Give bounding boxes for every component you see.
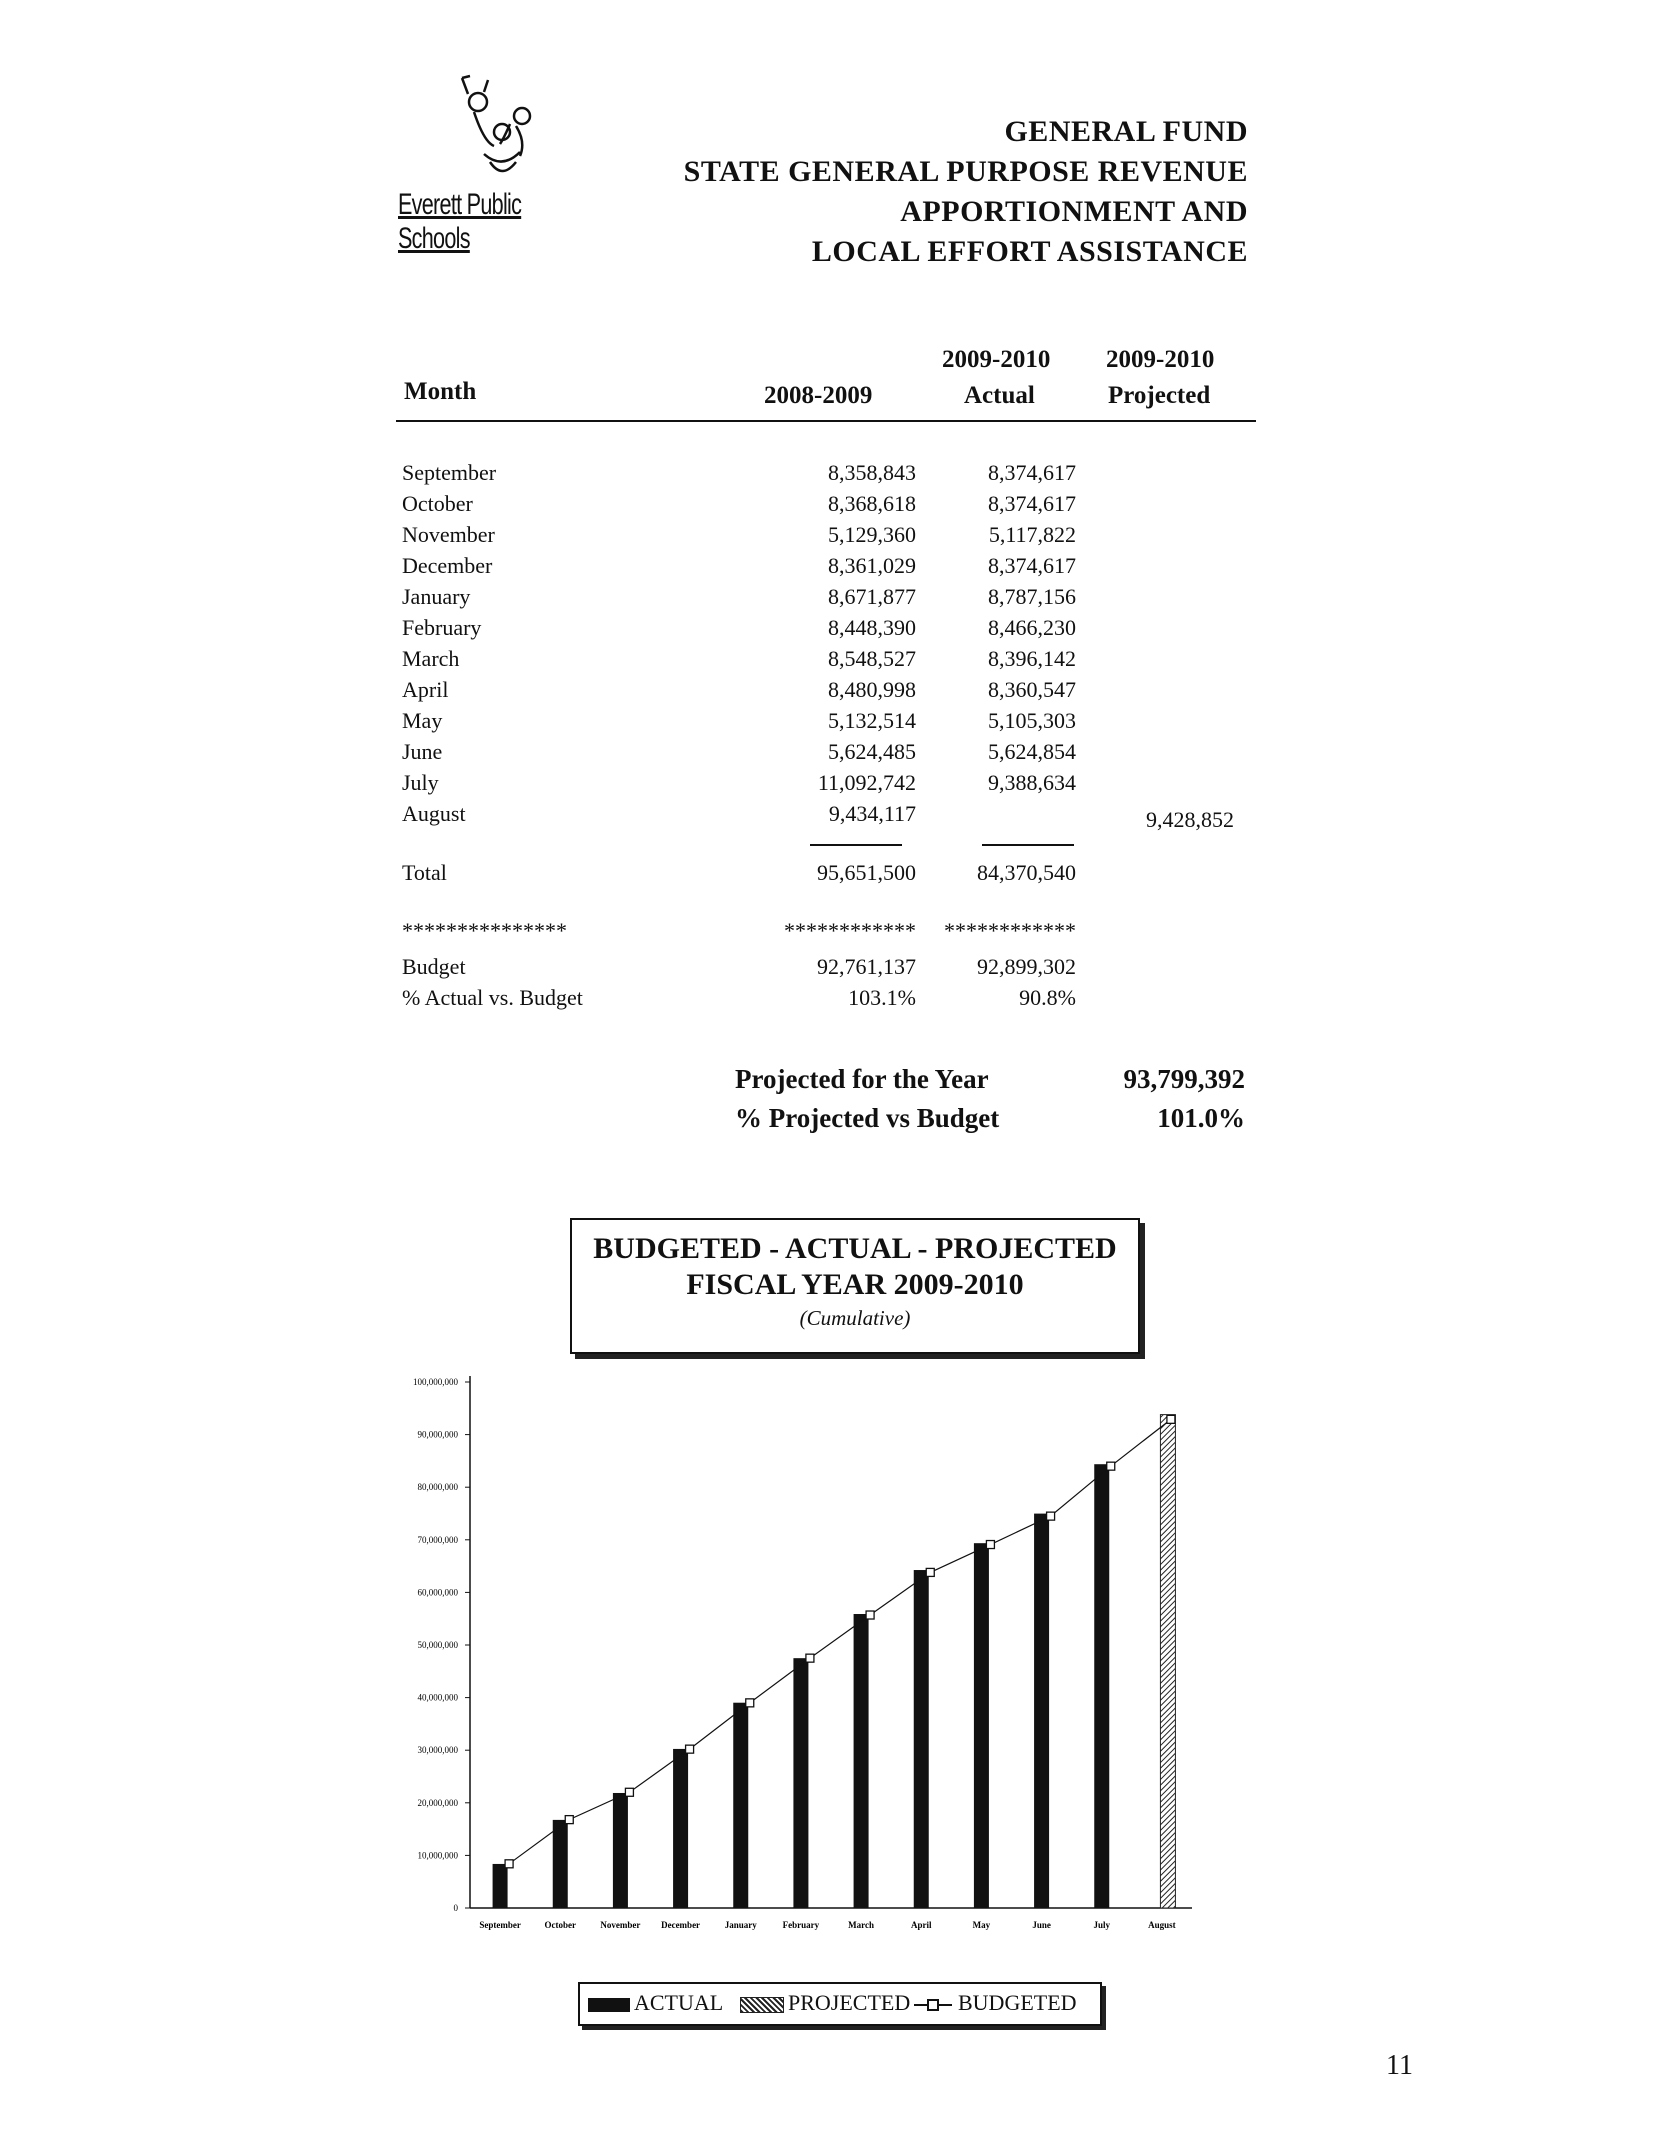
legend-projected: [740, 1990, 910, 2016]
month-cell: March: [402, 646, 460, 671]
budgeted-line-icon: [912, 1998, 954, 2012]
budgeted-point: [1047, 1512, 1055, 1520]
district-logo: [398, 72, 608, 255]
chart-title: BUDGETED - ACTUAL - PROJECTED: [593, 1232, 1117, 1265]
prior-year-cell: 8,361,029: [828, 553, 916, 578]
projected-bar: [1160, 1415, 1175, 1908]
prior-year-cell: 11,092,742: [817, 770, 916, 795]
budget-row: [396, 954, 1256, 985]
chart-subtitle: FISCAL YEAR 2009-2010: [686, 1268, 1024, 1301]
cumulative-bar-chart: [380, 1360, 1210, 1960]
month-cell: June: [402, 739, 443, 764]
table-row: [396, 801, 1256, 832]
header-month: Month: [404, 378, 477, 405]
actual-swatch-icon: [588, 1998, 630, 2012]
y-tick-label: 30,000,000: [417, 1745, 458, 1756]
table-row: [396, 491, 1256, 522]
actual-cell: 9,388,634: [988, 770, 1076, 795]
month-cell: September: [402, 460, 497, 485]
separator-row-label: ***************: [402, 918, 567, 943]
prior-year-cell: 8,368,618: [828, 491, 916, 516]
budgeted-point: [1167, 1415, 1175, 1423]
y-tick-label: 0: [453, 1903, 458, 1913]
budgeted-point: [686, 1745, 694, 1753]
report-title: [684, 112, 1248, 272]
table-row: [396, 708, 1256, 739]
actual-bar: [793, 1658, 808, 1908]
actual-bar: [1034, 1514, 1049, 1908]
table-row: [396, 553, 1256, 584]
chart-legend: [578, 1982, 1102, 2026]
month-cell: November: [402, 522, 495, 547]
budgeted-point: [866, 1611, 874, 1619]
budgeted-point: [565, 1816, 573, 1824]
prior-year-cell: 8,548,527: [828, 646, 916, 671]
title-line: APPORTIONMENT AND: [900, 195, 1248, 228]
y-tick-label: 20,000,000: [417, 1797, 458, 1808]
total-row-prior: 95,651,500: [817, 860, 916, 885]
actual-bar: [914, 1570, 929, 1908]
budgeted-point: [1107, 1462, 1115, 1470]
actual-bar: [493, 1864, 508, 1908]
table-row: [396, 677, 1256, 708]
y-tick-label: 70,000,000: [417, 1534, 458, 1545]
separator-row-actual: ************: [944, 918, 1076, 943]
header-actual: Actual: [964, 382, 1035, 409]
x-tick-label: February: [782, 1920, 820, 1930]
subtotal-rule: [810, 844, 902, 846]
actual-cell: 8,466,230: [988, 615, 1076, 640]
actual-bar: [613, 1793, 628, 1908]
separator-row: [396, 918, 1256, 949]
actual-cell: 8,374,617: [988, 553, 1076, 578]
budgeted-point: [806, 1654, 814, 1662]
y-tick-label: 80,000,000: [417, 1482, 458, 1493]
x-tick-label: December: [661, 1920, 701, 1930]
prior-year-cell: 5,624,485: [828, 739, 916, 764]
header-prior-year: 2008-2009: [764, 382, 873, 409]
prior-year-cell: 5,129,360: [828, 522, 916, 547]
table-row: [396, 770, 1256, 801]
actual-cell: 8,787,156: [988, 584, 1076, 609]
legend-budgeted: [912, 1990, 1077, 2016]
budget-row-actual: 92,899,302: [977, 954, 1076, 979]
table-row: [396, 646, 1256, 677]
actual-bar: [1094, 1464, 1109, 1908]
title-line: LOCAL EFFORT ASSISTANCE: [811, 235, 1248, 268]
org-name: Everett Public Schools: [398, 188, 522, 255]
actual-bar: [673, 1749, 688, 1908]
month-cell: January: [402, 584, 471, 609]
budgeted-point: [986, 1541, 994, 1549]
budgeted-point: [505, 1860, 513, 1868]
page-number: 11: [1386, 2050, 1413, 2081]
projection-summary: [735, 1064, 1245, 1142]
table-row: [396, 460, 1256, 491]
y-tick-label: 10,000,000: [417, 1850, 458, 1861]
projected-swatch-icon: [740, 1997, 784, 2013]
x-tick-label: September: [479, 1920, 521, 1930]
budgeted-point: [625, 1788, 633, 1796]
y-tick-label: 100,000,000: [413, 1377, 458, 1387]
table-header: [396, 340, 1256, 422]
y-tick-label: 40,000,000: [417, 1692, 458, 1703]
month-cell: August: [402, 801, 466, 826]
budget-row-prior: 92,761,137: [817, 954, 916, 979]
actual-cell: 5,117,822: [988, 522, 1076, 547]
x-tick-label: May: [972, 1920, 991, 1930]
x-tick-label: June: [1032, 1920, 1051, 1930]
actual-bar: [974, 1543, 989, 1908]
legend-budgeted-label: BUDGETED: [958, 1990, 1077, 2015]
month-cell: February: [402, 615, 482, 640]
legend-actual-label: ACTUAL: [634, 1990, 724, 2015]
actual-bar: [553, 1820, 568, 1908]
table-row: [396, 615, 1256, 646]
legend-projected-label: PROJECTED: [788, 1990, 911, 2015]
month-cell: April: [402, 677, 449, 702]
revenue-table: [396, 340, 1256, 1010]
total-row-label: Total: [402, 860, 447, 885]
actual-bar: [854, 1614, 869, 1908]
projected-cell: 9,428,852: [1146, 807, 1234, 832]
y-tick-label: 90,000,000: [417, 1429, 458, 1440]
prior-year-cell: 8,358,843: [828, 460, 916, 485]
pct-actual-row-actual: 90.8%: [1019, 985, 1076, 1010]
actual-bar: [733, 1703, 748, 1908]
header-actual-year: 2009-2010: [942, 346, 1051, 373]
projected-pct-value: 101.0%: [1157, 1103, 1245, 1133]
x-tick-label: November: [600, 1920, 641, 1930]
y-tick-label: 60,000,000: [417, 1587, 458, 1598]
x-tick-label: March: [848, 1920, 874, 1930]
subtotal-rule: [982, 844, 1074, 846]
budgeted-point: [926, 1568, 934, 1576]
month-cell: December: [402, 553, 493, 578]
x-tick-label: April: [910, 1920, 932, 1930]
separator-row-prior: ************: [784, 918, 916, 943]
logo-figures-icon: [454, 72, 544, 184]
x-tick-label: January: [724, 1920, 757, 1930]
y-tick-label: 50,000,000: [417, 1640, 458, 1650]
actual-cell: 8,360,547: [988, 677, 1076, 702]
pct-actual-row: [396, 985, 1256, 1016]
actual-cell: 5,105,303: [988, 708, 1076, 733]
prior-year-cell: 9,434,117: [828, 801, 916, 826]
prior-year-cell: 8,448,390: [828, 615, 916, 640]
prior-year-cell: 5,132,514: [828, 708, 916, 733]
actual-cell: 8,396,142: [988, 646, 1076, 671]
projected-pct-label: % Projected vs Budget: [735, 1103, 1000, 1133]
title-line: GENERAL FUND: [1004, 115, 1248, 148]
header-projected-year: 2009-2010: [1106, 346, 1215, 373]
header-projected: Projected: [1108, 382, 1211, 409]
chart-note: (Cumulative): [799, 1306, 911, 1330]
title-line: STATE GENERAL PURPOSE REVENUE: [683, 155, 1248, 188]
x-tick-label: October: [544, 1920, 576, 1930]
projected-year-value: 93,799,392: [1123, 1064, 1245, 1094]
prior-year-cell: 8,480,998: [828, 677, 916, 702]
actual-cell: 8,374,617: [988, 460, 1076, 485]
total-row: [396, 860, 1256, 891]
budgeted-point: [746, 1699, 754, 1707]
total-row-actual: 84,370,540: [977, 860, 1076, 885]
table-row: [396, 522, 1256, 553]
pct-actual-row-prior: 103.1%: [848, 985, 916, 1010]
budget-row-label: Budget: [402, 954, 466, 979]
legend-actual: [588, 1990, 723, 2016]
month-cell: May: [402, 708, 443, 733]
pct-actual-row-label: % Actual vs. Budget: [402, 985, 583, 1010]
actual-cell: 5,624,854: [988, 739, 1076, 764]
projected-year-label: Projected for the Year: [735, 1064, 989, 1094]
x-tick-label: July: [1093, 1920, 1111, 1930]
actual-cell: 8,374,617: [988, 491, 1076, 516]
table-row: [396, 584, 1256, 615]
month-cell: July: [402, 770, 439, 795]
month-cell: October: [402, 491, 473, 516]
x-tick-label: August: [1148, 1920, 1176, 1930]
chart-title-box: [570, 1218, 1140, 1354]
prior-year-cell: 8,671,877: [828, 584, 916, 609]
budgeted-line: [509, 1419, 1171, 1863]
table-row: [396, 739, 1256, 770]
